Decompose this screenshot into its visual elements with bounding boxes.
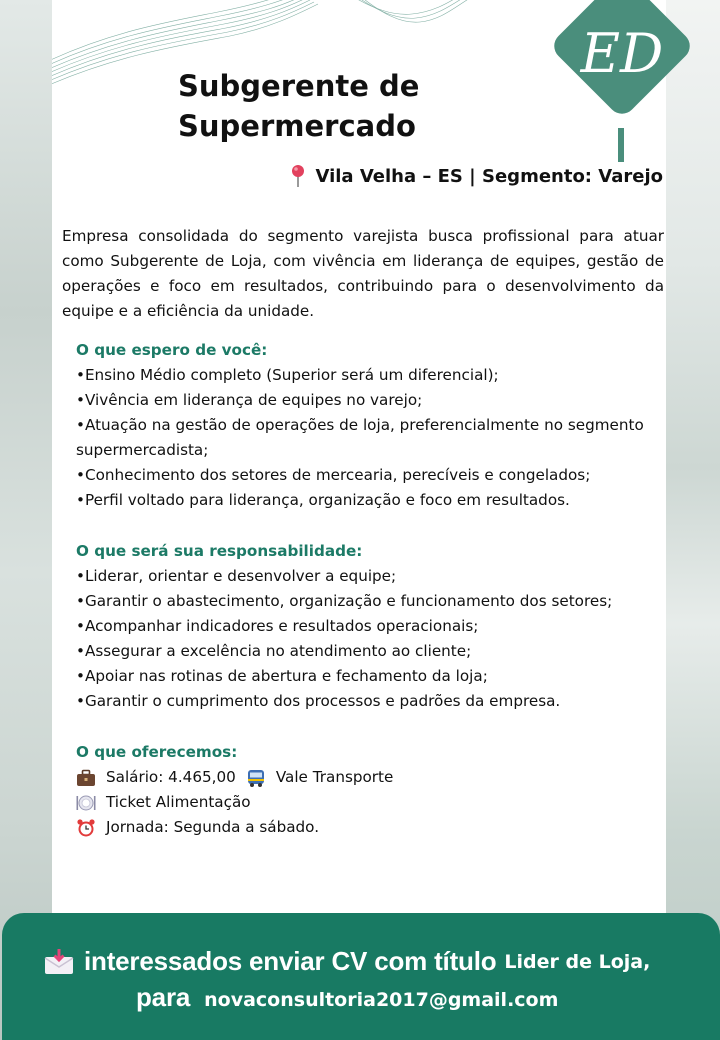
job-title-line2: Supermercado	[178, 109, 416, 143]
responsibility-item: •Liderar, orientar e desenvolver a equipe;	[76, 567, 397, 585]
cta-email[interactable]: novaconsultoria2017@gmail.com	[204, 989, 559, 1011]
responsibility-item: •Acompanhar indicadores e resultados operacionais;	[76, 617, 479, 635]
transport-text: Vale Transporte	[275, 768, 394, 786]
location-line	[289, 164, 663, 188]
responsibility-item: •Garantir o abastecimento, organização e funcionamento dos setores;	[76, 592, 613, 610]
schedule-text: Jornada: Segunda a sábado.	[106, 818, 320, 836]
background-left	[0, 0, 60, 1040]
cta-text-subject: Lider de Loja,	[504, 950, 651, 973]
meal-text: Ticket Alimentação	[106, 793, 251, 811]
offer-meal-row	[76, 790, 656, 815]
requirement-item: •Vivência em liderança de equipes no varejo;	[76, 391, 423, 409]
requirement-item: •Perfil voltado para liderança, organização e foco em resultados.	[76, 491, 570, 509]
responsibility-item: •Apoiar nas rotinas de abertura e fechamento da loja;	[76, 667, 488, 685]
inbox-tray-icon	[44, 949, 74, 975]
location-text: Vila Velha – ES | Segmento: Varejo	[315, 165, 663, 187]
offer-title: O que oferecemos:	[76, 743, 238, 761]
requirements-title: O que espero de você:	[76, 341, 268, 359]
requirement-item: •Atuação na gestão de operações de loja, preferencialmente no segmento supermercadista;	[76, 416, 644, 459]
briefcase-icon	[76, 768, 96, 788]
cta-line2	[136, 982, 558, 1013]
offer-schedule-row	[76, 815, 656, 840]
responsibilities-title: O que será sua responsabilidade:	[76, 542, 363, 560]
job-sections	[76, 338, 656, 840]
company-logo	[536, 0, 708, 162]
requirement-item: •Ensino Médio completo (Superior será um diferencial);	[76, 366, 499, 384]
alarm-clock-icon	[76, 818, 96, 838]
responsibility-item: •Assegurar a excelência no atendimento ao cliente;	[76, 642, 472, 660]
job-title-line1: Subgerente de	[178, 69, 420, 103]
job-title	[178, 66, 478, 146]
bus-icon	[246, 768, 266, 788]
cta-text-para: para	[136, 982, 191, 1012]
plate-cutlery-icon	[76, 793, 96, 813]
requirement-item: •Conhecimento dos setores de mercearia, perecíveis e congelados;	[76, 466, 591, 484]
offer-salary-row	[76, 765, 656, 790]
intro-paragraph: Empresa consolidada do segmento varejista busca profissional para atuar como Subgerente de Loja, com vivência em liderança de equipes, gestão de operações e foco em resultados, contribuindo para o desenvolvimento da equipe e a eficiência da unidade.	[62, 227, 664, 320]
pin-icon	[289, 164, 307, 188]
cta-text-main: interessados enviar CV com título	[84, 946, 497, 976]
logo-monogram: ED	[580, 22, 664, 85]
salary-text: Salário: 4.465,00	[106, 768, 236, 786]
cta-line1	[44, 946, 684, 977]
responsibility-item: •Garantir o cumprimento dos processos e padrões da empresa.	[76, 692, 561, 710]
